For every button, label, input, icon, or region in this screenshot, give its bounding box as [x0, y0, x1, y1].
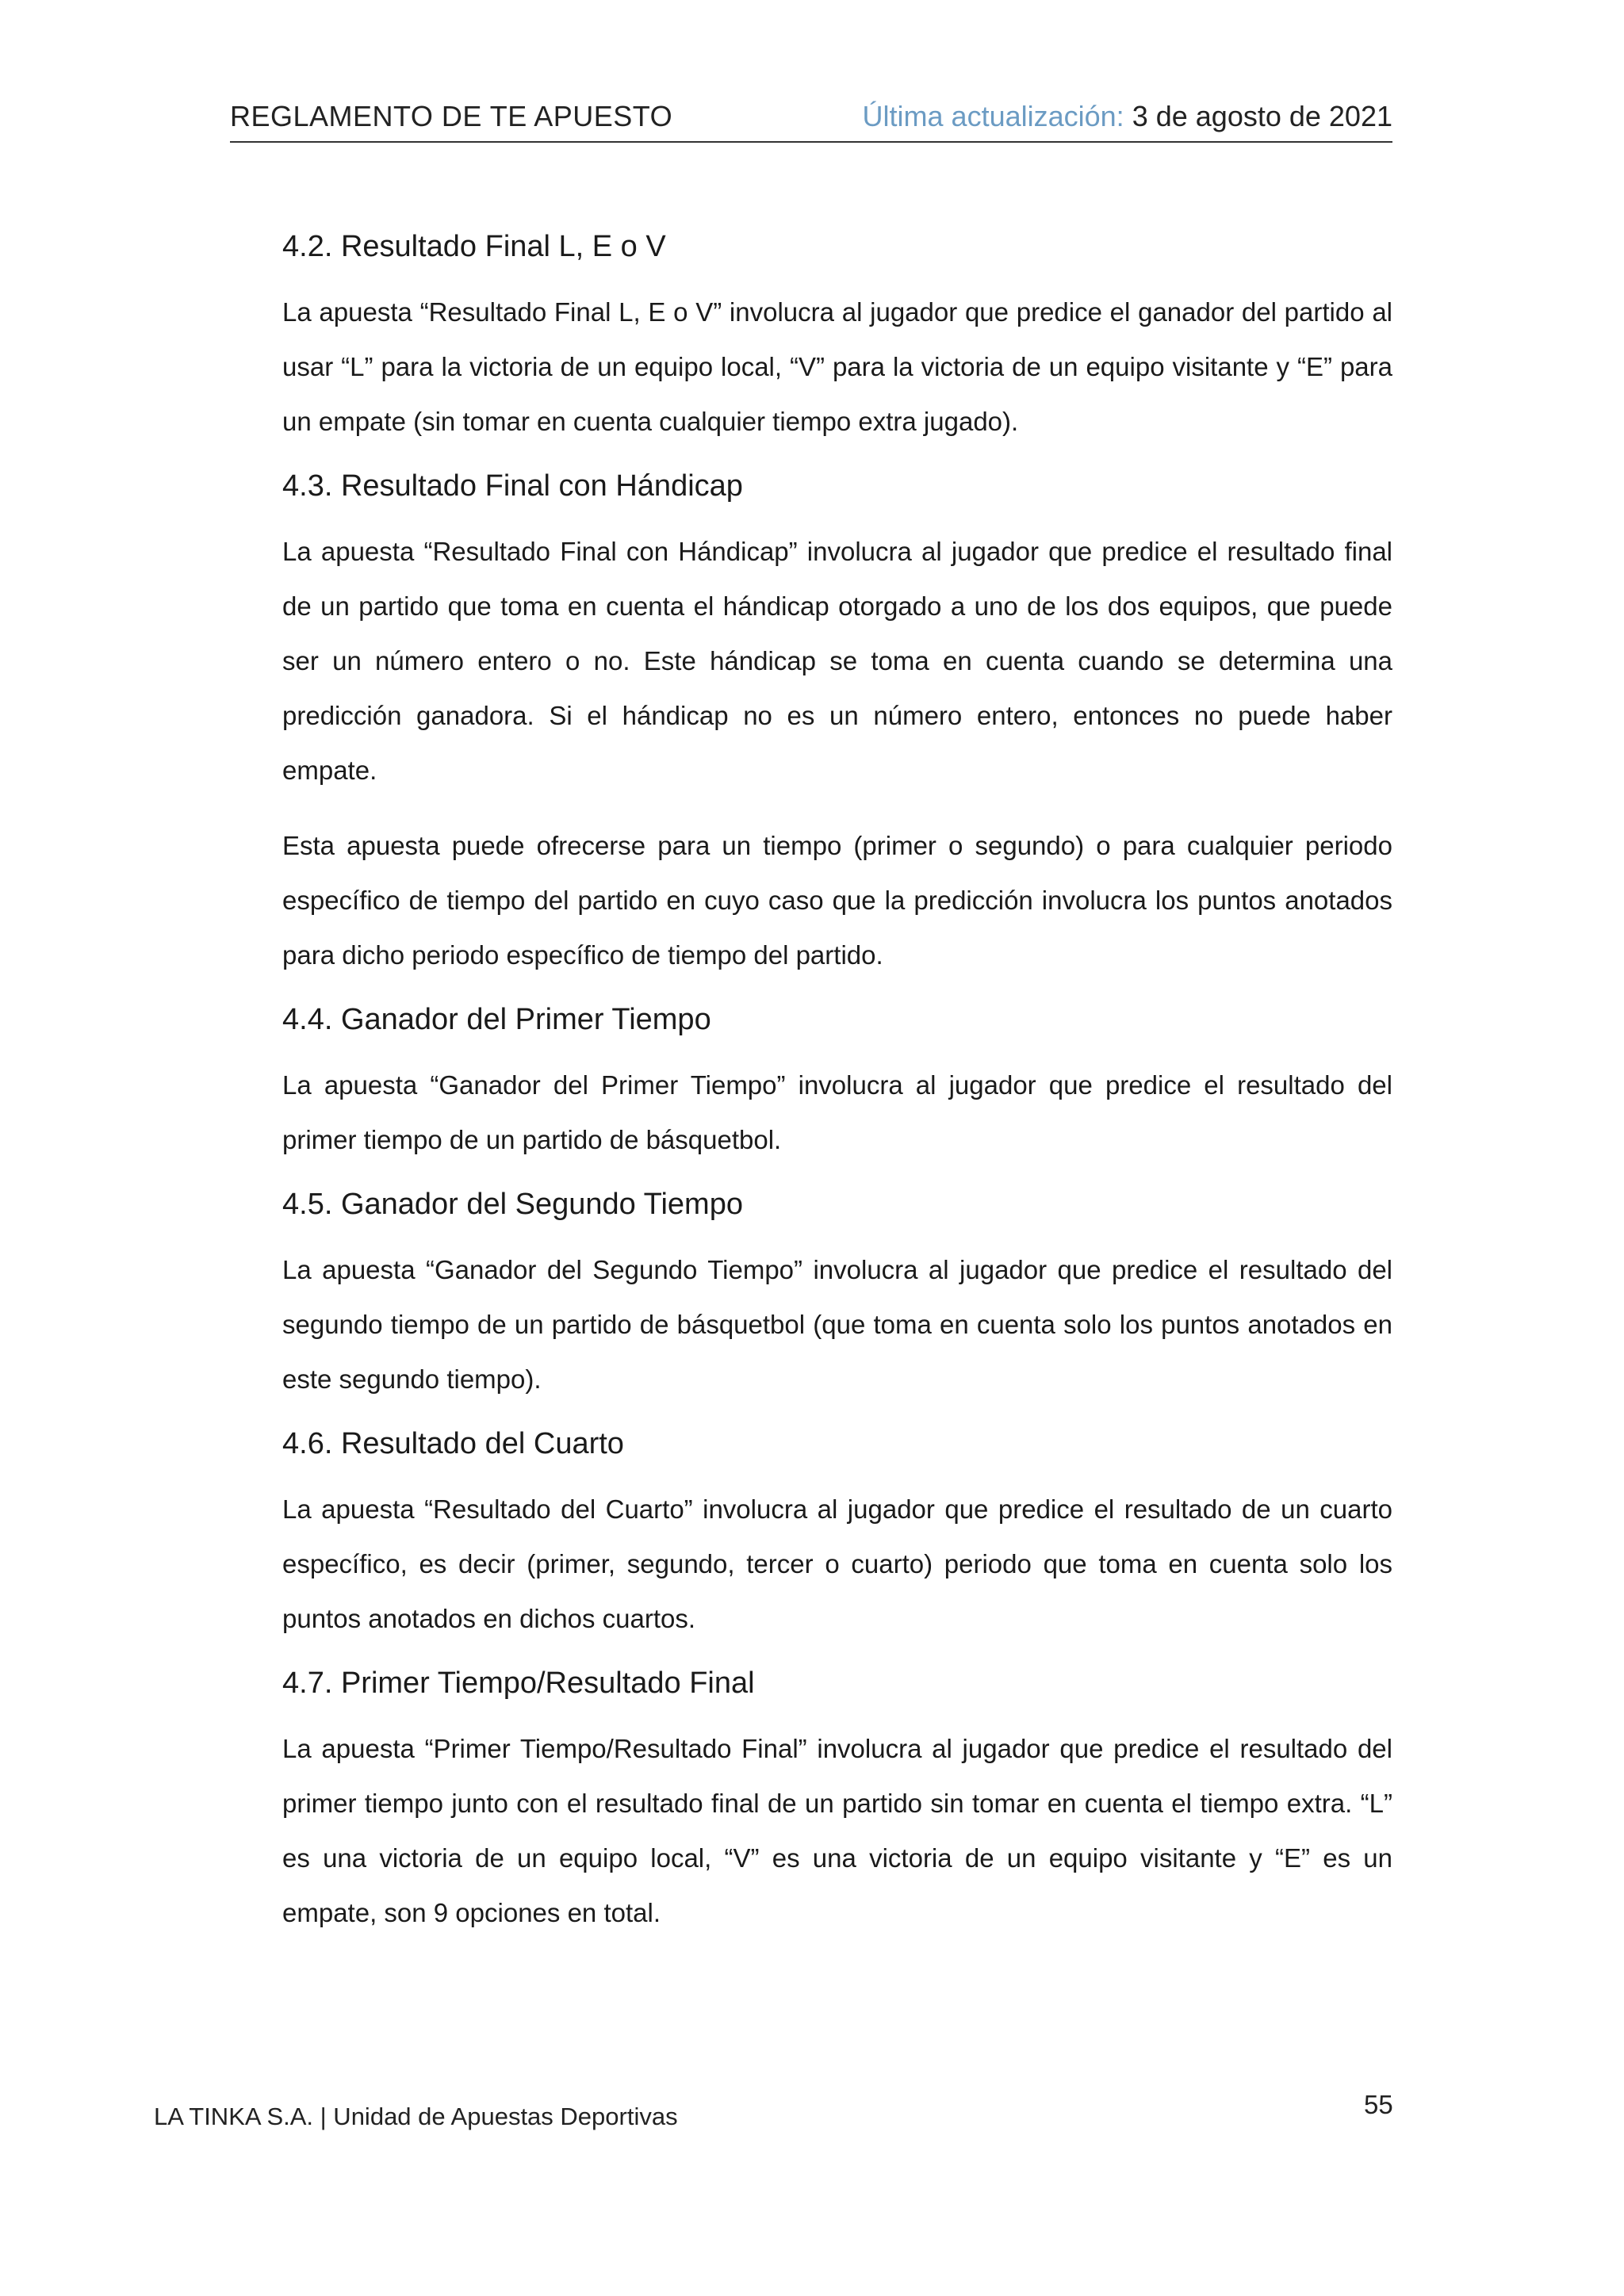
- page-header: [230, 95, 1392, 143]
- section-4-4: [282, 1003, 1392, 1167]
- section-4-5: [282, 1188, 1392, 1406]
- section-4-2: [282, 230, 1392, 449]
- section-heading: 4.7. Primer Tiempo/Resultado Final: [282, 1667, 755, 1700]
- last-updated: [863, 100, 1392, 133]
- last-updated-date: 3 de agosto de 2021: [1132, 100, 1392, 132]
- section-paragraph: La apuesta “Resultado Final L, E o V” involucra al jugador que predice el ganador del partido al usar “L” para la victoria de un equipo local, “V” para la victoria de un equipo visitante y “E” para un empate (sin tomar en cuenta cualquier tiempo extra jugado).: [282, 297, 1392, 436]
- section-heading: 4.3. Resultado Final con Hándicap: [282, 469, 743, 503]
- last-updated-label: Última actualización:: [862, 100, 1124, 132]
- section-paragraph: La apuesta “Ganador del Segundo Tiempo” involucra al jugador que predice el resultado del segundo tiempo de un partido de básquetbol (que toma en cuenta solo los puntos anotados en este segundo tiempo).: [282, 1255, 1392, 1394]
- section-4-3: [282, 469, 1392, 982]
- section-heading: 4.4. Ganador del Primer Tiempo: [282, 1003, 711, 1036]
- section-heading: 4.2. Resultado Final L, E o V: [282, 230, 666, 263]
- section-paragraph: La apuesta “Resultado Final con Hándicap” involucra al jugador que predice el resultado final de un partido que toma en cuenta el hándicap otorgado a uno de los dos equipos, que puede ser un número entero o no. Este hándicap se toma en cuenta cuando se determina una predicción ganadora. Si el hándicap no es un número entero, entonces no puede haber empate.: [282, 537, 1392, 785]
- document-title: REGLAMENTO DE TE APUESTO: [230, 100, 673, 132]
- section-4-6: [282, 1427, 1392, 1646]
- section-heading: 4.6. Resultado del Cuarto: [282, 1427, 624, 1460]
- footer-organization: LA TINKA S.A. | Unidad de Apuestas Deportivas: [154, 2103, 678, 2130]
- section-paragraph: La apuesta “Ganador del Primer Tiempo” involucra al jugador que predice el resultado del primer tiempo de un partido de básquetbol.: [282, 1070, 1392, 1154]
- section-paragraph: La apuesta “Primer Tiempo/Resultado Final” involucra al jugador que predice el resultado del primer tiempo junto con el resultado final de un partido sin tomar en cuenta el tiempo extra. “L” es una victoria de un equipo local, “V” es una victoria de un equipo visitante y “E” es un empate, son 9 opciones en total.: [282, 1734, 1392, 1927]
- section-4-7: [282, 1667, 1392, 1940]
- document-body: [282, 230, 1392, 1961]
- section-paragraph: La apuesta “Resultado del Cuarto” involucra al jugador que predice el resultado de un cuarto específico, es decir (primer, segundo, tercer o cuarto) periodo que toma en cuenta solo los puntos anotados en dichos cuartos.: [282, 1494, 1392, 1633]
- section-heading: 4.5. Ganador del Segundo Tiempo: [282, 1188, 743, 1221]
- page-number: 55: [1364, 2090, 1393, 2119]
- section-paragraph: Esta apuesta puede ofrecerse para un tiempo (primer o segundo) o para cualquier periodo específico de tiempo del partido en cuyo caso que la predicción involucra los puntos anotados para dicho periodo específico de tiempo del partido.: [282, 831, 1392, 970]
